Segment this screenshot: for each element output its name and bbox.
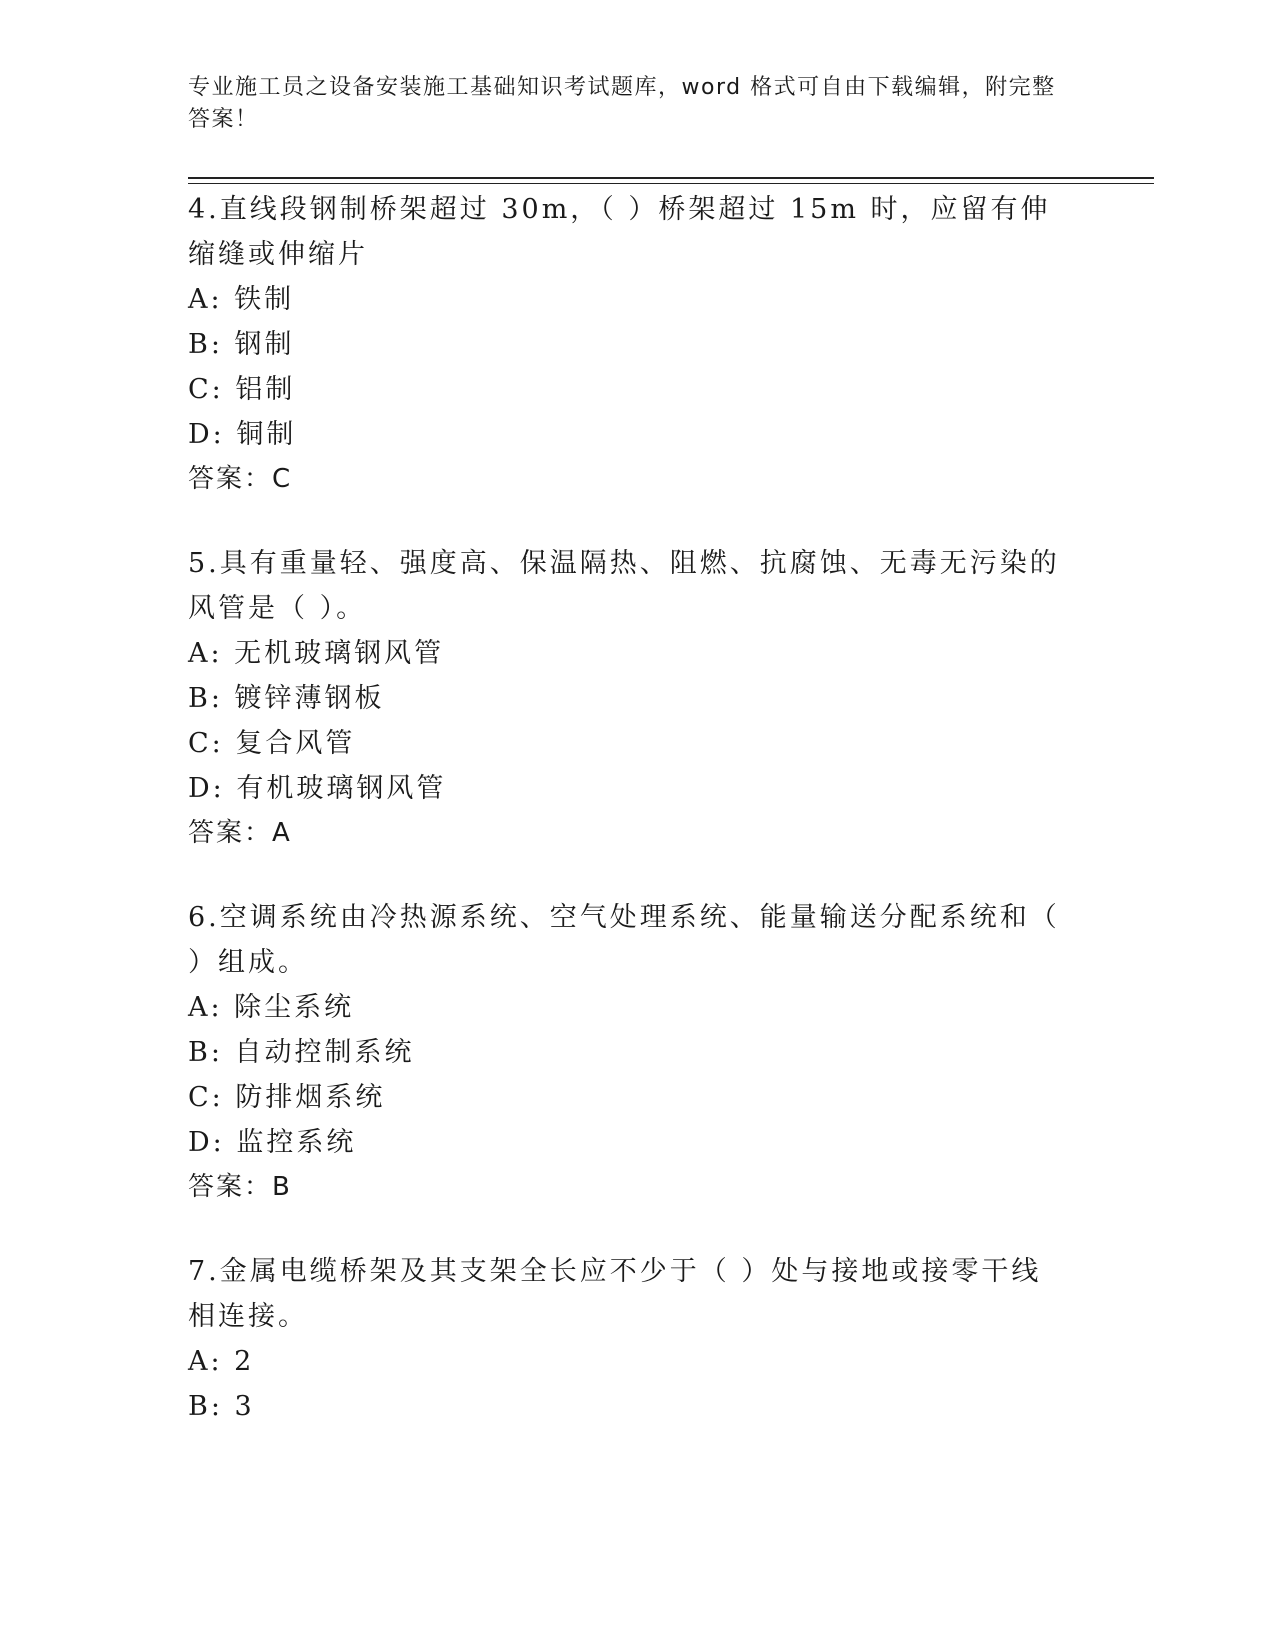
question-stem: 7.金属电缆桥架及其支架全长应不少于（ ）处与接地或接零干线相连接。 <box>188 1256 1042 1332</box>
question-6 <box>188 895 1088 1210</box>
option-a: A: 铁制 <box>188 284 295 315</box>
header-divider-thick <box>188 177 1154 179</box>
option-b: B: 镀锌薄钢板 <box>188 683 385 714</box>
question-stem: 6.空调系统由冷热源系统、空气处理系统、能量输送分配系统和（ ）组成。 <box>188 902 1060 978</box>
option-b: B: 自动控制系统 <box>188 1037 415 1068</box>
question-list <box>188 187 1088 1468</box>
question-5 <box>188 541 1088 856</box>
option-a: A: 无机玻璃钢风管 <box>188 638 445 669</box>
question-4 <box>188 187 1088 502</box>
option-a: A: 2 <box>188 1346 255 1377</box>
option-d: D: 监控系统 <box>188 1127 357 1158</box>
option-d: D: 有机玻璃钢风管 <box>188 773 447 804</box>
option-b: B: 3 <box>188 1391 255 1422</box>
option-a: A: 除尘系统 <box>188 992 355 1023</box>
question-stem: 5.具有重量轻、强度高、保温隔热、阻燃、抗腐蚀、无毒无污染的风管是（ ）。 <box>188 548 1060 624</box>
answer-line: 答案：B <box>188 1172 292 1202</box>
option-c: C: 铝制 <box>188 374 296 405</box>
answer-line: 答案：C <box>188 464 293 494</box>
option-d: D: 铜制 <box>188 419 297 450</box>
question-7 <box>188 1249 1088 1429</box>
option-c: C: 复合风管 <box>188 728 356 759</box>
question-stem: 4.直线段钢制桥架超过 30m，（ ）桥架超过 15m 时，应留有伸缩缝或伸缩片 <box>188 194 1051 270</box>
answer-line: 答案：A <box>188 818 292 848</box>
document-header: 专业施工员之设备安装施工基础知识考试题库，word 格式可自由下载编辑，附完整答案！ <box>188 75 1056 132</box>
option-b: B: 钢制 <box>188 329 295 360</box>
option-c: C: 防排烟系统 <box>188 1082 386 1113</box>
header-divider-thin <box>188 183 1154 184</box>
